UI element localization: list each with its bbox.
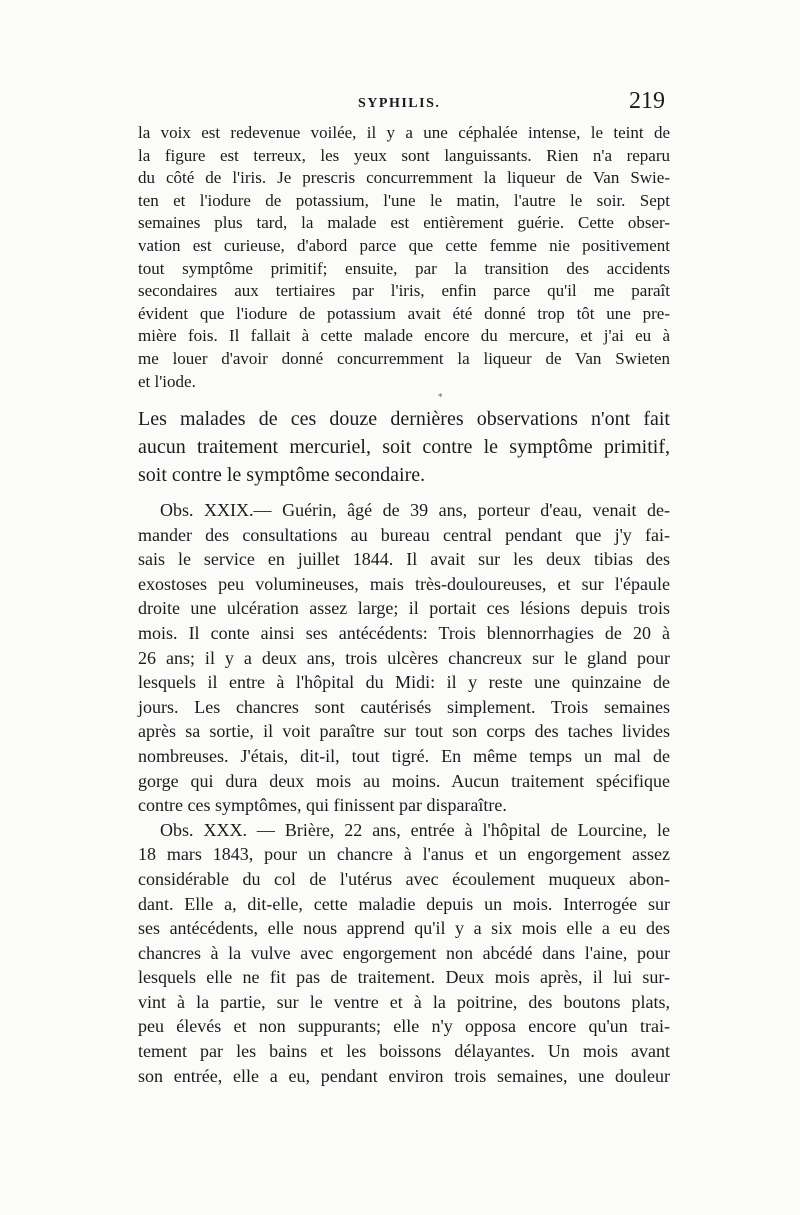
text-line: après sa sortie, il voit paraître sur tout son corps des taches livides: [138, 721, 670, 742]
text-line: la voix est redevenue voilée, il y a une céphalée intense, le teint de: [138, 123, 670, 142]
text-line: soit contre le symptôme secondaire.: [138, 464, 426, 486]
text-line: et l'iode.: [138, 371, 196, 391]
observations-body: [138, 498, 670, 1088]
text-line: tement par les bains et les boissons délayantes. Un mois avant: [138, 1041, 670, 1062]
text-line: tout symptôme primitif; ensuite, par la transition des accidents: [138, 258, 670, 278]
text-line: vation est curieuse, d'abord parce que cette femme nie positivement: [138, 235, 670, 255]
text-line: semaines plus tard, la malade est entièrement guérie. Cette obser-: [138, 213, 670, 233]
text-line: son entrée, elle a eu, pendant environ trois semaines, une douleur: [138, 1065, 670, 1086]
text-line: aucun traitement mercuriel, soit contre le symptôme primitif,: [138, 436, 670, 458]
text-line: la figure est terreux, les yeux sont languissants. Rien n'a reparu: [138, 145, 670, 165]
running-title: SYPHILIS.: [358, 96, 441, 111]
running-head: [140, 88, 665, 122]
text-line: Les malades de ces douze dernières observations n'ont fait: [138, 408, 670, 430]
small-print-paragraph: [138, 122, 670, 393]
text-line: ten et l'iodure de potassium, l'une le matin, l'autre le soir. Sept: [138, 190, 670, 210]
text-line: évident que l'iodure de potassium avait été donné trop tôt une pre-: [138, 303, 670, 323]
text-line: contre ces symptômes, qui finissent par disparaître.: [138, 795, 507, 816]
text-line: mander des consultations au bureau central pendant que j'y fai-: [138, 524, 670, 545]
text-line: exostoses peu volumineuses, mais très-douloureuses, et sur l'épaule: [138, 573, 670, 594]
text-line: vint à la partie, sur le ventre et à la poitrine, des boutons plats,: [138, 991, 670, 1012]
text-line: droite une ulcération assez large; il portait ces lésions depuis trois: [138, 598, 670, 619]
text-line: nombreuses. J'étais, dit-il, tout tigré. En même temps un mal de: [138, 745, 670, 766]
large-print-paragraph: [138, 405, 670, 489]
observation-heading-line: Obs. XXIX.— Guérin, âgé de 39 ans, porteur d'eau, venait de-: [160, 500, 670, 520]
text-line: dant. Elle a, dit-elle, cette maladie depuis un mois. Interrogée sur: [138, 893, 670, 914]
text-line: sais le service en juillet 1844. Il avait sur les deux tibias des: [138, 549, 670, 570]
text-line: jours. Les chancres sont cautérisés simplement. Trois semaines: [138, 696, 670, 717]
page-number: 219: [629, 88, 665, 114]
text-line: considérable du col de l'utérus avec écoulement muqueux abon-: [138, 868, 670, 889]
text-line: 18 mars 1843, pour un chancre à l'anus et un engorgement assez: [138, 844, 670, 865]
text-line: gorge qui dura deux mois au moins. Aucun traitement spécifique: [138, 770, 670, 791]
text-line: 26 ans; il y a deux ans, trois ulcères chancreux sur le gland pour: [138, 647, 670, 668]
text-line: peu élevés et non suppurants; elle n'y opposa encore qu'un trai-: [138, 1016, 670, 1037]
observation-heading-line: Obs. XXX. — Brière, 22 ans, entrée à l'hôpital de Lourcine, le: [160, 819, 670, 840]
text-line: lesquels il entre à l'hôpital du Midi: il y reste une quinzaine de: [138, 672, 670, 693]
text-line: chancres à la vulve avec engorgement non abcédé dans l'aine, pour: [138, 942, 670, 963]
separator-mark: *: [438, 393, 443, 403]
text-line: du côté de l'iris. Je prescris concurremment la liqueur de Van Swie-: [138, 168, 670, 188]
text-line: me louer d'avoir donné concurremment la liqueur de Van Swieten: [138, 348, 670, 368]
text-line: mière fois. Il fallait à cette malade encore du mercure, et j'ai eu à: [138, 326, 670, 346]
text-line: secondaires aux tertiaires par l'iris, enfin parce qu'il me paraît: [138, 281, 670, 301]
text-line: mois. Il conte ainsi ses antécédents: Trois blennorrhagies de 20 à: [138, 622, 670, 643]
text-line: ses antécédents, elle nous apprend qu'il y a six mois elle a eu des: [138, 918, 670, 939]
text-line: lesquels elle ne fit pas de traitement. Deux mois après, il lui sur-: [138, 967, 670, 988]
